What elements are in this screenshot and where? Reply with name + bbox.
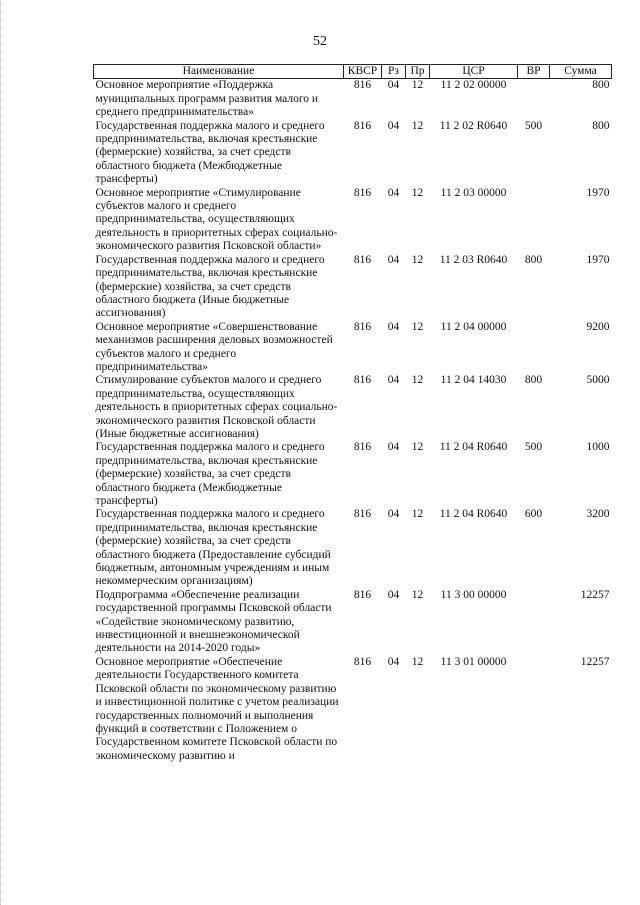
row-sum: 1000 bbox=[586, 441, 610, 454]
header-vr: ВР bbox=[518, 65, 550, 79]
table-row bbox=[94, 254, 612, 321]
row-pr: 12 bbox=[411, 588, 424, 601]
row-rz: 04 bbox=[387, 508, 400, 521]
row-name: Подпрограмма «Обеспечение реализации государственной программы Псковской области «Содействие экономическому развитию, инвестиционной и внешнеэкономической деятельности на 2014-2020 годы» bbox=[95, 588, 332, 655]
row-vr: 500 bbox=[524, 441, 543, 454]
row-rz: 04 bbox=[387, 374, 400, 387]
header-kvsr: КВСР bbox=[344, 65, 382, 79]
row-sum: 12257 bbox=[580, 588, 610, 601]
row-kvsr: 816 bbox=[353, 655, 372, 668]
table-header-row bbox=[94, 65, 612, 79]
row-vr bbox=[518, 656, 550, 763]
row-csr: 11 3 01 00000 bbox=[440, 655, 507, 668]
row-sum: 3200 bbox=[586, 508, 610, 521]
row-csr: 11 2 02 00000 bbox=[440, 79, 507, 92]
row-sum: 800 bbox=[592, 79, 610, 92]
header-name: Наименование bbox=[94, 65, 344, 79]
table-row bbox=[94, 79, 612, 120]
header-rz: Рз bbox=[382, 65, 406, 79]
row-name: Государственная поддержка малого и среднего предпринимательства, включая крестьянские (фермерские) хозяйства, за счет средств областного бюджета (Предоставление субсидий бюджетным, автономным учреждениям и иным некоммерческим организациям) bbox=[95, 508, 331, 588]
row-pr: 12 bbox=[411, 508, 424, 521]
table-row bbox=[94, 508, 612, 588]
row-pr: 12 bbox=[411, 374, 424, 387]
row-sum: 5000 bbox=[586, 374, 610, 387]
row-pr: 12 bbox=[411, 441, 424, 454]
page-number: 52 bbox=[313, 34, 327, 49]
row-rz: 04 bbox=[387, 320, 400, 333]
row-pr: 12 bbox=[411, 320, 424, 333]
row-csr: 11 2 02 R0640 bbox=[439, 119, 508, 132]
row-sum: 12257 bbox=[580, 655, 610, 668]
row-sum: 9200 bbox=[586, 320, 610, 333]
header-pr: Пр bbox=[406, 65, 430, 79]
row-sum: 1970 bbox=[586, 253, 610, 266]
row-sum: 1970 bbox=[586, 186, 610, 199]
row-kvsr: 816 bbox=[353, 186, 372, 199]
row-vr bbox=[518, 321, 550, 375]
header-sum: Сумма bbox=[550, 65, 612, 79]
row-rz: 04 bbox=[387, 655, 400, 668]
row-kvsr: 816 bbox=[353, 320, 372, 333]
row-rz: 04 bbox=[387, 186, 400, 199]
page-left-edge bbox=[0, 0, 5, 905]
budget-table bbox=[93, 64, 612, 763]
row-kvsr: 816 bbox=[353, 508, 372, 521]
row-vr: 800 bbox=[524, 253, 543, 266]
row-csr: 11 2 04 R0640 bbox=[439, 508, 508, 521]
row-csr: 11 2 03 R0640 bbox=[439, 253, 508, 266]
row-pr: 12 bbox=[411, 253, 424, 266]
row-vr bbox=[518, 187, 550, 254]
row-csr: 11 2 04 R0640 bbox=[439, 441, 508, 454]
row-vr bbox=[518, 79, 550, 120]
row-kvsr: 816 bbox=[353, 374, 372, 387]
row-name: Государственная поддержка малого и среднего предпринимательства, включая крестьянские (фермерские) хозяйства, за счет средств областного бюджета (Межбюджетные трансферты) bbox=[95, 441, 325, 507]
row-rz: 04 bbox=[387, 119, 400, 132]
row-vr: 800 bbox=[524, 374, 543, 387]
row-name: Государственная поддержка малого и среднего предпринимательства, включая крестьянские (фермерские) хозяйства, за счет средств областного бюджета (Межбюджетные трансферты) bbox=[95, 119, 325, 186]
row-kvsr: 816 bbox=[353, 253, 372, 266]
table-row bbox=[94, 374, 612, 441]
table-row bbox=[94, 321, 612, 375]
row-name: Основное мероприятие «Поддержка муниципальных программ развития малого и среднего предпринимательства» bbox=[95, 79, 319, 119]
table-row bbox=[94, 187, 612, 254]
row-rz: 04 bbox=[387, 79, 400, 92]
row-vr bbox=[518, 589, 550, 656]
row-rz: 04 bbox=[387, 588, 400, 601]
table-row bbox=[94, 656, 612, 763]
row-vr: 500 bbox=[524, 119, 543, 132]
row-pr: 12 bbox=[411, 186, 424, 199]
row-vr: 600 bbox=[524, 508, 543, 521]
row-pr: 12 bbox=[411, 79, 424, 92]
row-name: Основное мероприятие «Совершенствование механизмов расширения деловых возможностей субъектов малого и среднего предпринимательства» bbox=[95, 320, 333, 373]
row-csr: 11 3 00 00000 bbox=[440, 588, 507, 601]
row-kvsr: 816 bbox=[353, 119, 372, 132]
row-name: Основное мероприятие «Стимулирование субъектов малого и среднего предпринимательства, осуществляющих деятельность в приоритетных сферах социально-экономического развития Псковской области» bbox=[95, 186, 338, 253]
row-csr: 11 2 03 00000 bbox=[440, 186, 507, 199]
row-csr: 11 2 04 14030 bbox=[440, 374, 507, 387]
row-name: Государственная поддержка малого и среднего предпринимательства, включая крестьянские (фермерские) хозяйства, за счет средств областного бюджета (Иные бюджетные ассигнования) bbox=[95, 253, 325, 320]
row-pr: 12 bbox=[411, 119, 424, 132]
table-row bbox=[94, 120, 612, 187]
row-sum: 800 bbox=[592, 119, 610, 132]
table-row bbox=[94, 441, 612, 508]
row-kvsr: 816 bbox=[353, 441, 372, 454]
row-kvsr: 816 bbox=[353, 588, 372, 601]
row-rz: 04 bbox=[387, 253, 400, 266]
row-pr: 12 bbox=[411, 655, 424, 668]
table-row bbox=[94, 589, 612, 656]
header-csr: ЦСР bbox=[430, 65, 518, 79]
row-rz: 04 bbox=[387, 441, 400, 454]
row-csr: 11 2 04 00000 bbox=[440, 320, 507, 333]
row-name: Основное мероприятие «Обеспечение деятельности Государственного комитета Псковской области по экономическому развитию и инвестиционной политике с учетом реализации государственных полномочий и выполнения функций в соответствии с Положением о Государственном комитете Псковской области по экономическому развитию и bbox=[95, 655, 339, 762]
row-name: Стимулирование субъектов малого и среднего предпринимательства, осуществляющих деятельность в приоритетных сферах социально-экономического развития Псковской области (Иные бюджетные ассигнования) bbox=[95, 374, 338, 440]
row-kvsr: 816 bbox=[353, 79, 372, 92]
